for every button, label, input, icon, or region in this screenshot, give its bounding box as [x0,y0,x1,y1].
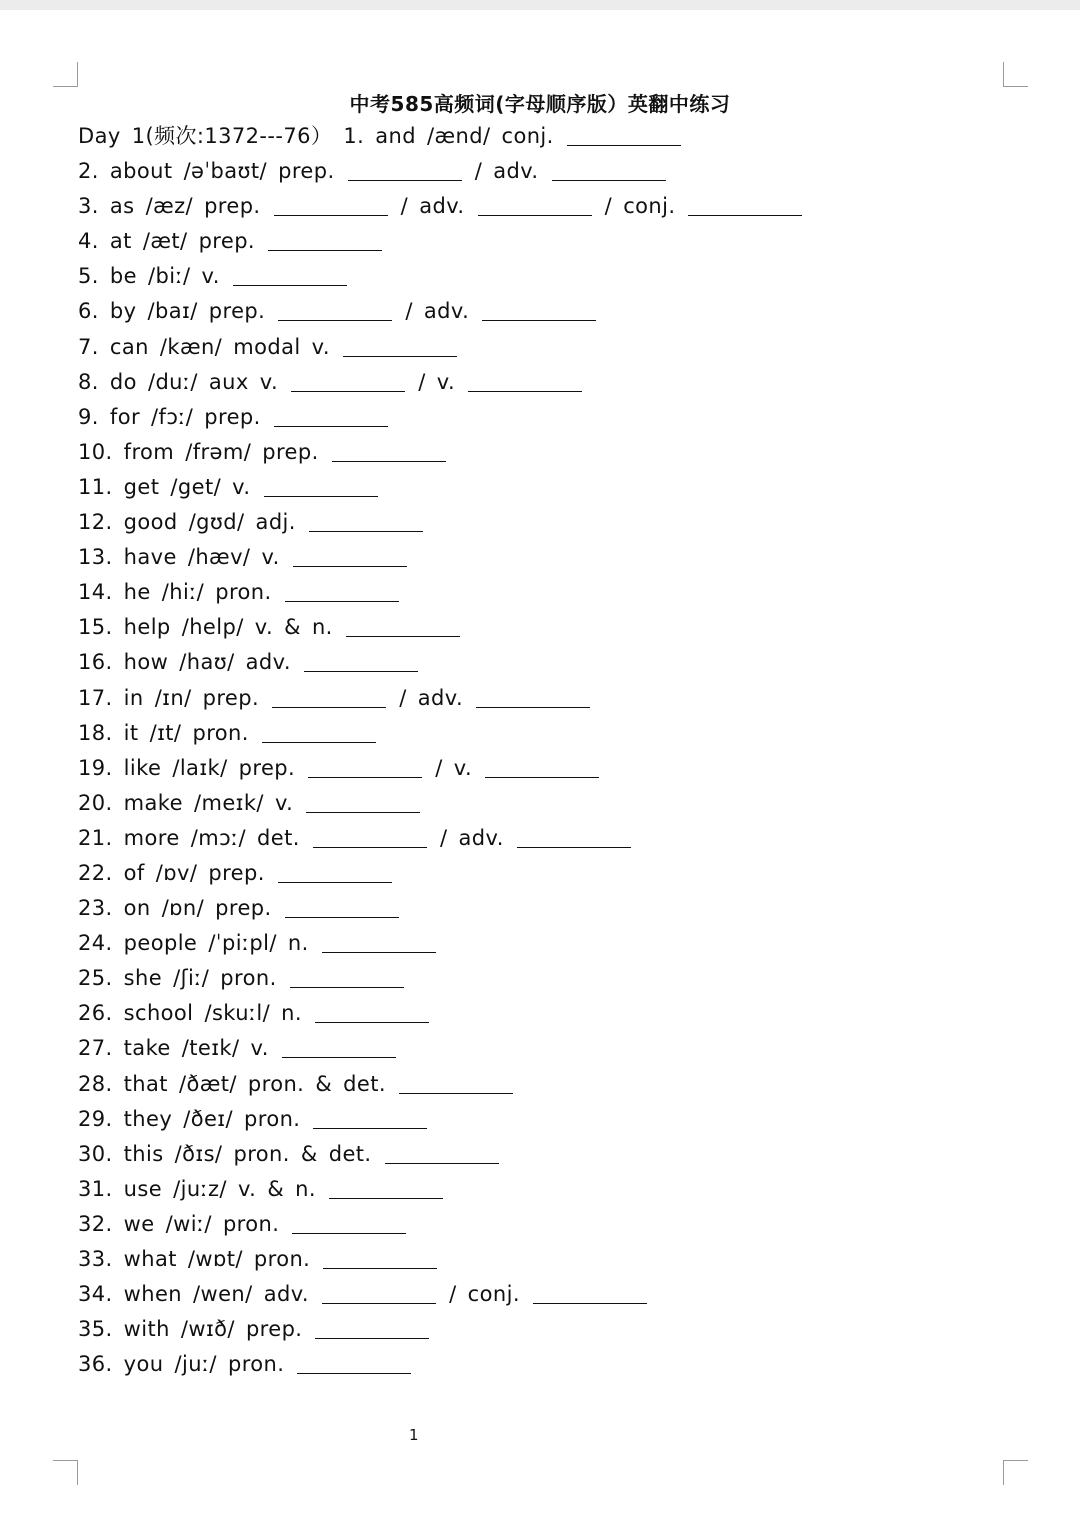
vocabulary-label: 22. of /ɒv/ prep. [78,860,265,885]
crop-mark-top-left [53,62,78,87]
vocabulary-label: 3. as /æz/ prep. [78,194,261,219]
vocabulary-label: 19. like /laɪk/ prep. [78,755,296,780]
vocabulary-item [78,1137,804,1172]
vocabulary-item [78,435,804,470]
vocabulary-item [78,575,804,610]
vocabulary-label: 24. people /ˈpiːpl/ n. [78,931,309,956]
answer-blank[interactable] [306,811,420,813]
vocabulary-label: 11. get /get/ v. [78,474,251,499]
vocabulary-label: Day 1(频次:1372---76） 1. and /ænd/ conj. [78,124,554,148]
answer-blank[interactable] [274,214,388,216]
vocabulary-item [78,1102,804,1137]
answer-blank[interactable] [315,1337,429,1339]
vocabulary-item [78,645,804,680]
vocabulary-item [78,681,804,716]
vocabulary-item [78,154,804,189]
vocabulary-item [78,1031,804,1066]
vocabulary-label: 33. what /wɒt/ pron. [78,1247,311,1271]
vocabulary-label: 7. can /kæn/ modal v. [78,334,330,359]
answer-blank[interactable] [308,776,422,778]
answer-blank[interactable] [329,1197,443,1199]
part-of-speech-label: / v. [435,755,473,780]
answer-blank[interactable] [313,846,427,848]
vocabulary-item [78,119,804,154]
vocabulary-item [78,1312,804,1347]
vocabulary-label: 8. do /duː/ aux v. [78,369,279,394]
vocabulary-item [78,1172,804,1207]
answer-blank[interactable] [292,1232,406,1234]
answer-blank[interactable] [268,249,382,251]
vocabulary-item [78,821,804,856]
vocabulary-label: 13. have /hæv/ v. [78,545,280,570]
vocabulary-item [78,330,804,365]
vocabulary-label: 31. use /juːz/ v. & n. [78,1176,316,1201]
vocabulary-label: 15. help /help/ v. & n. [78,615,333,640]
part-of-speech-label: / adv. [399,685,464,710]
vocabulary-label: 36. you /juː/ pron. [78,1352,285,1377]
vocabulary-label: 20. make /meɪk/ v. [78,790,294,815]
part-of-speech-label: / adv. [474,159,539,184]
part-of-speech-label: / adv. [439,825,504,850]
vocabulary-item [78,891,804,926]
answer-blank[interactable] [399,1092,513,1094]
vocabulary-item [78,856,804,891]
answer-blank[interactable] [332,460,446,462]
part-of-speech-label: / v. [418,369,456,394]
vocabulary-label: 18. it /ɪt/ pron. [78,720,249,745]
answer-blank[interactable] [322,951,436,953]
vocabulary-item [78,961,804,996]
page-number: 1 [409,1426,419,1444]
answer-blank[interactable] [282,1056,396,1058]
answer-blank[interactable] [322,1302,436,1304]
vocabulary-label: 26. school /skuːl/ n. [78,1001,302,1026]
answer-blank[interactable] [272,706,386,708]
vocabulary-label: 2. about /əˈbaʊt/ prep. [78,159,335,184]
answer-blank[interactable] [323,1267,437,1269]
vocabulary-item [78,716,804,751]
crop-mark-top-right [1003,62,1028,87]
vocabulary-item [78,1242,804,1277]
answer-blank[interactable] [343,355,457,357]
vocabulary-label: 21. more /mɔː/ det. [78,825,300,850]
vocabulary-item [78,996,804,1031]
answer-blank[interactable] [552,179,666,181]
vocabulary-item [78,751,804,786]
part-of-speech-label: / conj. [604,194,676,219]
vocabulary-item [78,259,804,294]
vocabulary-item [78,1277,804,1312]
answer-blank[interactable] [478,214,592,216]
worksheet-title: 中考585高频词(字母顺序版）英翻中练习 [349,92,731,116]
crop-mark-bottom-left [53,1460,78,1485]
answer-blank[interactable] [285,916,399,918]
answer-blank[interactable] [533,1302,647,1304]
vocabulary-label: 32. we /wiː/ pron. [78,1211,280,1236]
answer-blank[interactable] [346,635,460,637]
vocabulary-label: 12. good /gʊd/ adj. [78,510,296,535]
vocabulary-item [78,365,804,400]
vocabulary-item [78,786,804,821]
answer-blank[interactable] [264,495,378,497]
vocabulary-label: 4. at /æt/ prep. [78,229,255,254]
answer-blank[interactable] [233,284,347,286]
vocabulary-label: 23. on /ɒn/ prep. [78,896,272,921]
part-of-speech-label: / conj. [449,1282,520,1307]
vocabulary-label: 10. from /frəm/ prep. [78,439,319,464]
vocabulary-label: 34. when /wen/ adv. [78,1282,309,1307]
vocabulary-item [78,1347,804,1382]
vocabulary-label: 17. in /ɪn/ prep. [78,685,260,710]
answer-blank[interactable] [278,319,392,321]
vocabulary-label: 30. this /ðɪs/ pron. & det. [78,1141,372,1166]
vocabulary-item [78,610,804,645]
answer-blank[interactable] [262,741,376,743]
vocabulary-label: 9. for /fɔː/ prep. [78,404,261,429]
vocabulary-item [78,505,804,540]
answer-blank[interactable] [476,706,590,708]
vocabulary-label: 27. take /teɪk/ v. [78,1036,269,1061]
vocabulary-label: 14. he /hiː/ pron. [78,580,272,605]
crop-mark-bottom-right [1003,1460,1028,1485]
vocabulary-label: 28. that /ðæt/ pron. & det. [78,1071,386,1096]
answer-blank[interactable] [313,1127,427,1129]
vocabulary-label: 29. they /ðeɪ/ pron. [78,1106,301,1131]
vocabulary-label: 5. be /biː/ v. [78,264,220,289]
vocabulary-label: 6. by /baɪ/ prep. [78,299,266,324]
answer-blank[interactable] [385,1162,499,1164]
answer-blank[interactable] [297,1372,411,1374]
answer-blank[interactable] [468,390,582,392]
vocabulary-item [78,540,804,575]
vocabulary-item [78,294,804,329]
answer-blank[interactable] [291,390,405,392]
vocabulary-item [78,470,804,505]
vocabulary-label: 25. she /ʃiː/ pron. [78,966,277,991]
vocabulary-item [78,224,804,259]
answer-blank[interactable] [517,846,631,848]
vocabulary-item [78,1067,804,1102]
answer-blank[interactable] [348,179,462,181]
answer-blank[interactable] [688,214,802,216]
answer-blank[interactable] [274,425,388,427]
answer-blank[interactable] [293,565,407,567]
vocabulary-item [78,189,804,224]
vocabulary-item [78,1207,804,1242]
answer-blank[interactable] [567,144,681,146]
answer-blank[interactable] [290,986,404,988]
answer-blank[interactable] [278,881,392,883]
part-of-speech-label: / adv. [400,194,465,219]
vocabulary-list [78,119,804,1382]
vocabulary-label: 35. with /wɪð/ prep. [78,1317,303,1342]
vocabulary-item [78,400,804,435]
answer-blank[interactable] [285,600,399,602]
answer-blank[interactable] [482,319,596,321]
vocabulary-item [78,926,804,961]
document-page [0,10,1080,1533]
answer-blank[interactable] [485,776,599,778]
vocabulary-label: 16. how /haʊ/ adv. [78,650,291,675]
part-of-speech-label: / adv. [405,299,470,324]
answer-blank[interactable] [309,530,423,532]
answer-blank[interactable] [304,670,418,672]
answer-blank[interactable] [315,1021,429,1023]
